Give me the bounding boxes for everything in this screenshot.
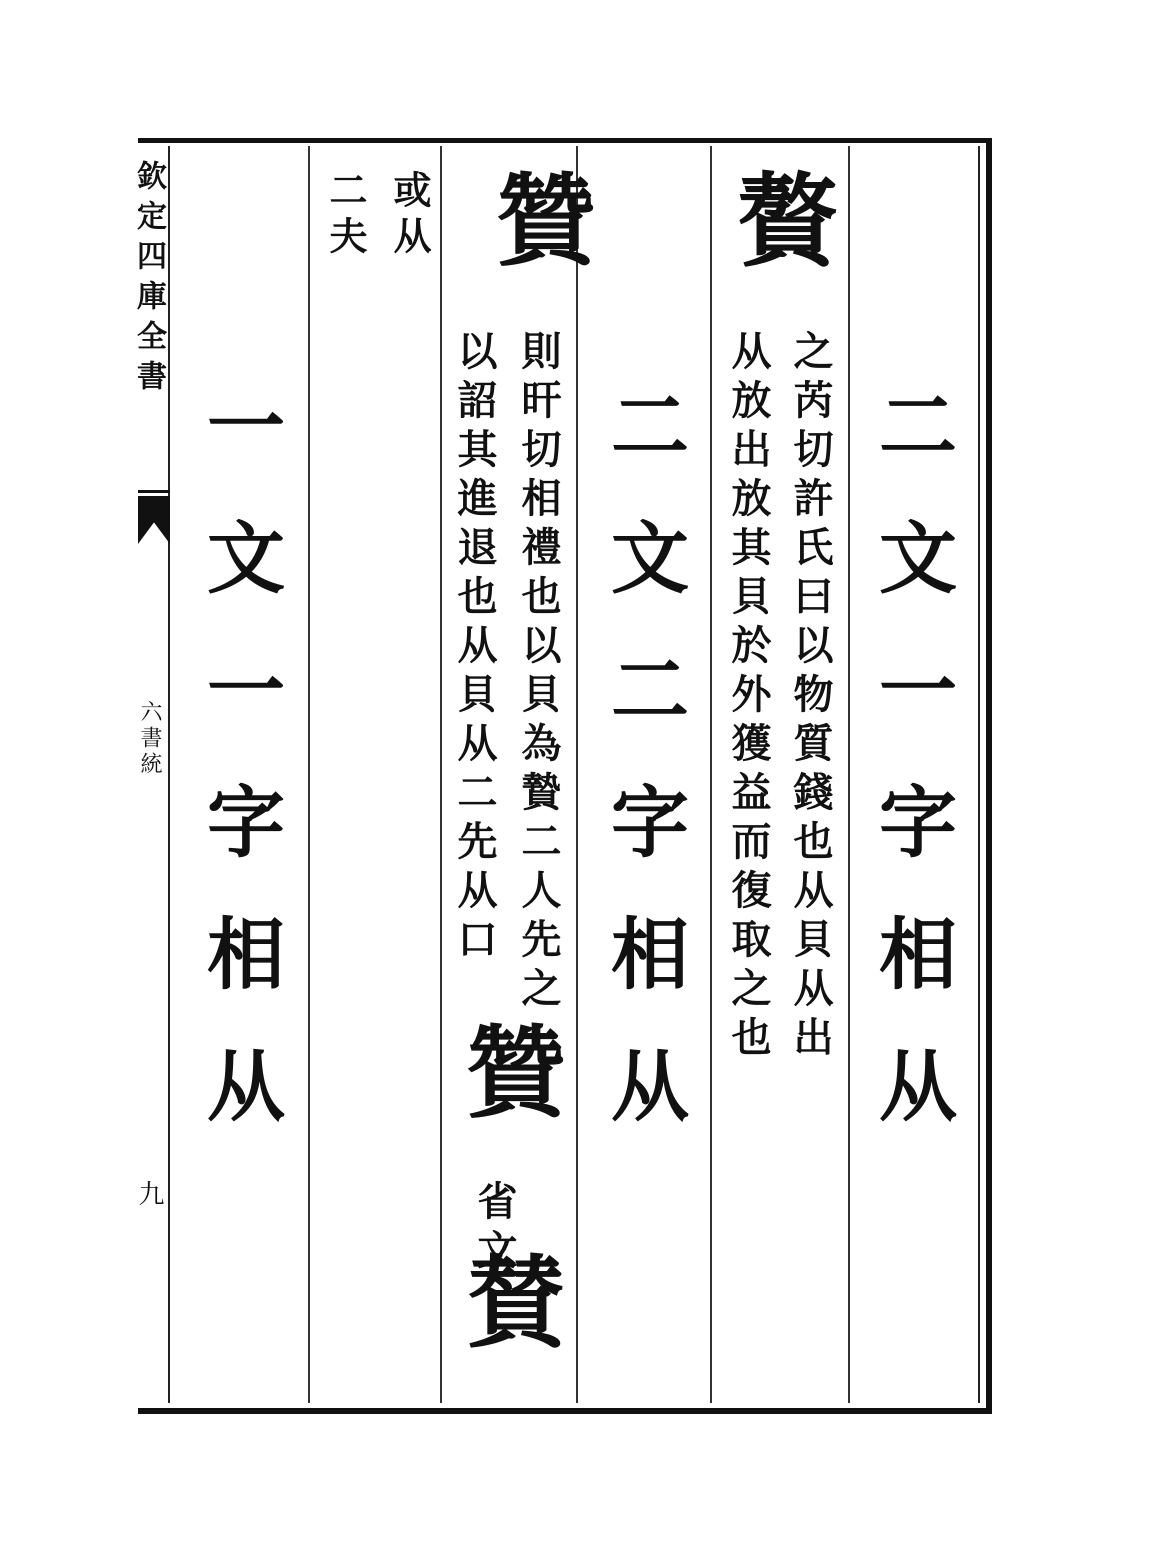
inner-border-line: [978, 146, 980, 1403]
seal-script-character: 贊: [479, 168, 597, 268]
annotation-line: 二夫: [323, 170, 368, 262]
annotation-line: 則旰切相禮也以貝為贄二人先之: [515, 330, 562, 1016]
column-heading: 一文一字相从: [194, 385, 285, 1177]
column-rule: [710, 146, 712, 1403]
margin-page-number: 九: [134, 1180, 164, 1206]
column-heading: 二文二字相从: [598, 385, 689, 1177]
seal-script-character: 贅: [721, 168, 839, 268]
seal-script-character: 贊: [449, 1020, 567, 1120]
annotation-line: 以詔其進退也从貝从二先从口: [451, 330, 498, 967]
annotation-line: 之芮切許氏曰以物質錢也从貝从出: [787, 330, 834, 1065]
seal-script-character: 賛: [449, 1250, 567, 1350]
margin-title: 欽定四庫全書: [131, 160, 166, 400]
margin-book-name: 六書統: [137, 700, 162, 778]
column-rule: [576, 146, 578, 1403]
column-rule: [848, 146, 850, 1403]
variant-annotation: 省文: [471, 1180, 518, 1278]
column-rule: [440, 146, 442, 1403]
fish-tail-rule: [138, 490, 170, 493]
column-heading: 二文一字相从: [866, 385, 957, 1177]
margin-divider-line: [168, 146, 170, 1403]
annotation-line: 从放出放其貝於外獲益而復取之也: [725, 330, 772, 1065]
annotation-line: 或从: [387, 170, 432, 262]
column-rule: [308, 146, 310, 1403]
